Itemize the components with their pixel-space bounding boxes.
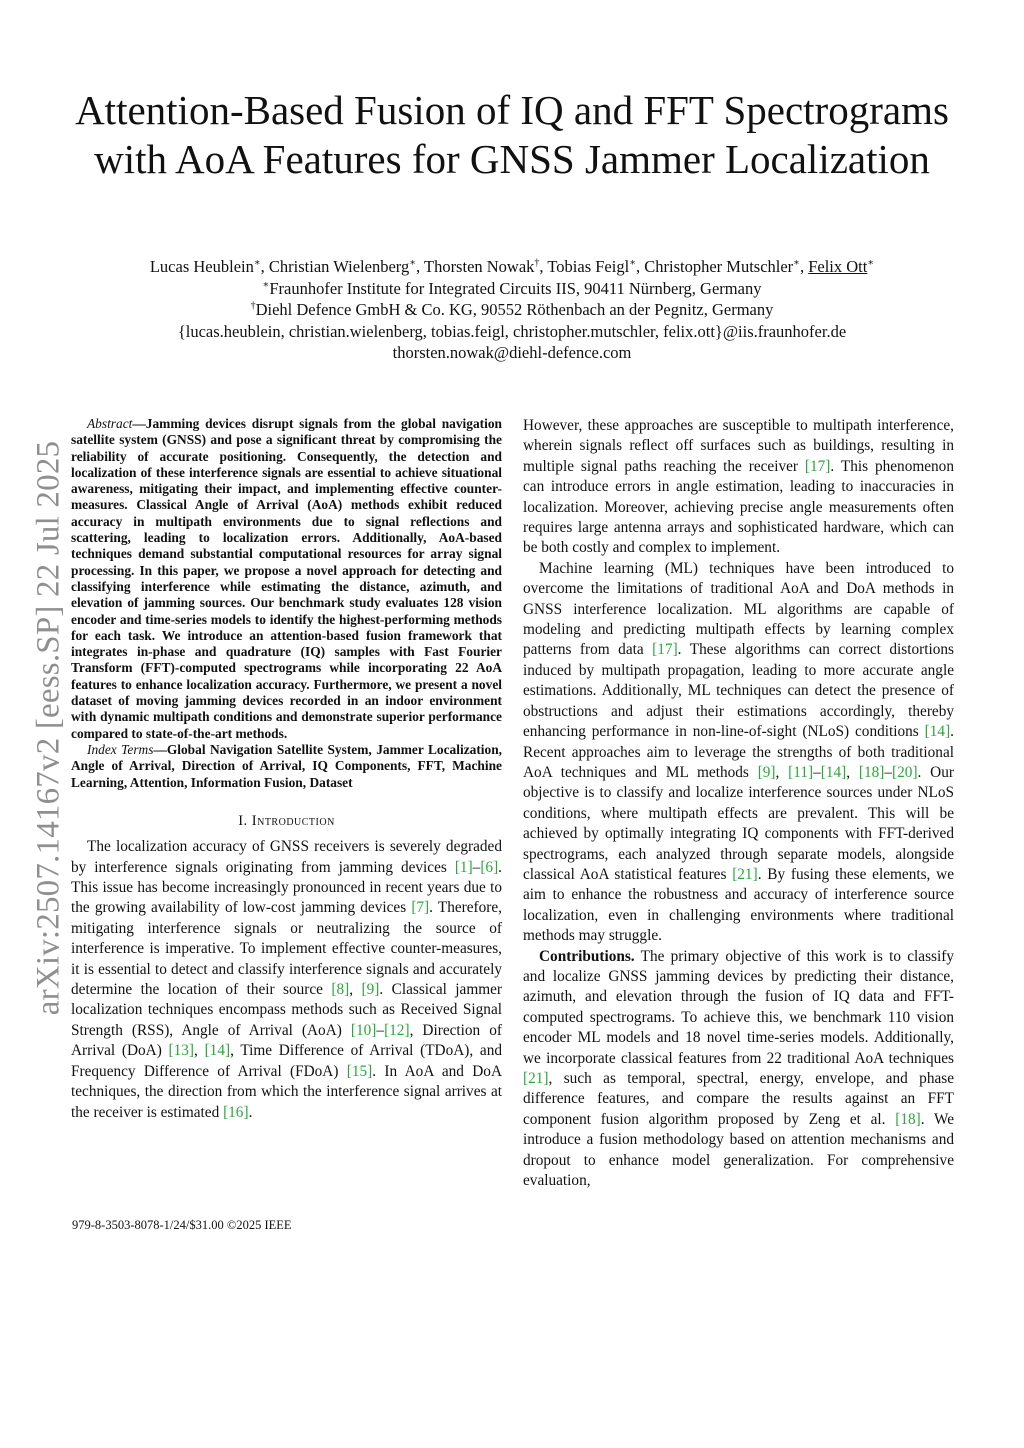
abstract bbox=[71, 416, 502, 742]
text-run: . We introduce a fusion methodology based on attention mechanisms and dropout to enhance model generalization. For comprehensive evaluation, bbox=[523, 1110, 954, 1190]
citation-link[interactable]: [8] bbox=[331, 981, 350, 999]
text-run: – bbox=[376, 1021, 385, 1039]
affil-mark: ∗ bbox=[409, 257, 417, 269]
index-terms-label: Index Terms bbox=[87, 741, 154, 757]
text-run: , bbox=[775, 763, 789, 781]
citation-link[interactable]: [7] bbox=[411, 899, 430, 917]
text-run: – bbox=[813, 763, 821, 781]
text-run: – bbox=[472, 858, 481, 876]
text-run: , Direction of Arrival (DoA) bbox=[71, 1021, 502, 1060]
arxiv-sidebar bbox=[30, 418, 67, 1038]
author-list bbox=[20, 256, 1004, 278]
text-run: . These algorithms can correct distortions induced by multipath propagation, leading to more accurate angle estimations. Additionally, ML techniques can detect the presence of obstructions and adjust their estimations accordingly, thereby enhancing performance in non-line-of-sight (NLoS) conditions bbox=[523, 641, 954, 741]
citation-link[interactable]: [14] bbox=[820, 763, 847, 781]
citation-link[interactable]: [9] bbox=[757, 763, 776, 781]
citation-link[interactable]: [13] bbox=[168, 1042, 195, 1060]
text-run: The localization accuracy of GNSS receivers is severely degraded by interference signals originating from jamming devices bbox=[71, 838, 502, 876]
citation-link[interactable]: [17] bbox=[652, 641, 678, 659]
text-run: . By fusing these elements, we aim to enhance the robustness and accuracy of interference source localization, even in challenging environments where traditional methods may struggle. bbox=[523, 865, 954, 945]
citation-link[interactable]: [14] bbox=[924, 723, 951, 741]
author-link-felix-ott[interactable]: Felix Ott bbox=[808, 257, 868, 276]
contributions-label: Contributions. bbox=[539, 947, 635, 965]
separator: , bbox=[416, 257, 424, 276]
left-column bbox=[71, 416, 502, 1123]
affil-mark: ∗ bbox=[262, 279, 270, 290]
affil-mark: ∗ bbox=[793, 257, 800, 269]
affil-mark: ∗ bbox=[253, 257, 261, 269]
text-run: , bbox=[349, 981, 362, 999]
text-run: . Classical jammer localization techniques encompass methods such as Received Signal Strength (RSS), Angle of Arrival (AoA) bbox=[71, 981, 503, 1039]
citation-link[interactable]: [11] bbox=[788, 763, 814, 781]
separator: , bbox=[260, 257, 269, 276]
affiliation-text: Fraunhofer Institute for Integrated Circuits IIS, 90411 Nürnberg, Germany bbox=[269, 278, 762, 298]
author-block bbox=[20, 256, 1004, 364]
abstract-text: —Jamming devices disrupt signals from the global navigation satellite system (GNSS) and pose a significant threat by compromising the reliability of accurate positioning. Consequently, the detection and localization of these interference signals are essential to achieve situational awareness, mitigating their impact, and implementing effective counter-measures. Classical Angle of Arrival (AoA) methods exhibit reduced accuracy in multipath environments due to signal reflections and scattering, leading to localization errors. Additionally, AoA-based techniques demand substantial computational resources for array signal processing. In this paper, we propose a novel approach for detecting and classifying interference while estimating the distance, azimuth, and elevation of jamming sources. Our benchmark study evaluates 128 vision encoder and time-series models to identify the highest-performing methods for each task. We introduce an attention-based fusion framework that integrates in-phase and quadrature (IQ) samples with Fast Fourier Transform (FFT)-computed spectrograms while incorporating 22 AoA features to enhance localization accuracy. Furthermore, we present a novel dataset of moving jamming devices recorded in an indoor environment with dynamic multipath conditions and demonstrate superior performance compared to state-of-the-art methods. bbox=[71, 416, 502, 741]
copyright-footer: 979-8-3503-8078-1/24/$31.00 ©2025 IEEE bbox=[72, 1218, 292, 1232]
abstract-label: Abstract bbox=[87, 416, 133, 431]
index-terms-text: —Global Navigation Satellite System, Jammer Localization, Angle of Arrival, Direction of Arrival, IQ Components, FFT, Machine Learning, Attention, Information Fusion, Dataset bbox=[71, 741, 503, 790]
separator: , bbox=[635, 257, 645, 276]
author-name: Thorsten Nowak bbox=[423, 257, 535, 276]
contributions-paragraph bbox=[523, 947, 954, 1192]
text-run: , such as temporal, spectral, energy, envelope, and phase difference features, and compare the results against an FFT component fusion algorithm proposed by Zeng et al. bbox=[523, 1070, 954, 1128]
citation-link[interactable]: [6] bbox=[480, 858, 499, 876]
author-name: Christian Wielenberg bbox=[268, 257, 410, 276]
body-paragraph bbox=[523, 559, 954, 947]
text-run: . Therefore, mitigating interference signals or neutralizing the source of interference is imperative. To implement effective counter-measures, it is essential to detect and classify interference signals and accurately determine the location of their source bbox=[71, 899, 502, 999]
affiliation-1 bbox=[20, 278, 1004, 300]
citation-link[interactable]: [14] bbox=[204, 1042, 231, 1060]
intro-paragraph bbox=[71, 837, 502, 1123]
citation-link[interactable]: [12] bbox=[384, 1021, 410, 1039]
paper-title: Attention-Based Fusion of IQ and FFT Spectrograms with AoA Features for GNSS Jammer Localization bbox=[75, 87, 949, 182]
email-line-2: thorsten.nowak@diehl-defence.com bbox=[392, 343, 632, 362]
text-run: . Our objective is to classify and localize interference sources under NLoS conditions, where multipath effects are prevalent. This will be achieved by optimally integrating IQ components with FFT-derived spectrograms, each analyzed through separate models, alongside classical AoA statistical features bbox=[523, 763, 954, 883]
citation-link[interactable]: [1] bbox=[454, 858, 473, 876]
text-run: . This phenomenon can introduce errors in angle estimation, leading to inaccuracies in localization. Moreover, achieving precise angle measurements often requires large antenna arrays and sophisticated hardware, which can be both costly and complex to implement. bbox=[523, 457, 954, 557]
separator: , bbox=[799, 257, 809, 276]
citation-link[interactable]: [21] bbox=[523, 1070, 549, 1087]
affil-mark: † bbox=[250, 300, 256, 312]
citation-link[interactable]: [18] bbox=[858, 763, 885, 781]
text-run: , Time Difference of Arrival (TDoA), and Frequency Difference of Arrival (FDoA) bbox=[71, 1042, 502, 1080]
citation-link[interactable]: [16] bbox=[223, 1103, 249, 1121]
text-run: . This issue has become increasingly pronounced in recent years due to the growing availability of low-cost jamming devices bbox=[71, 858, 502, 917]
citation-link[interactable]: [10] bbox=[350, 1021, 377, 1039]
body-paragraph bbox=[523, 416, 954, 559]
text-run: Machine learning (ML) techniques have been introduced to overcome the limitations of traditional AoA and DoA methods in GNSS interference localization. ML algorithms are capable of modeling and predicting multipath effects by learning complex patterns from data bbox=[523, 559, 954, 659]
affil-mark: ∗ bbox=[629, 257, 636, 269]
citation-link[interactable]: [15] bbox=[346, 1062, 373, 1080]
text-run: . Recent approaches aim to leverage the strengths of both traditional AoA techniques and ML methods bbox=[523, 723, 954, 781]
citation-link[interactable]: [20] bbox=[892, 763, 918, 781]
section-heading: I. Introduction bbox=[238, 812, 335, 829]
author-name: Tobias Feigl bbox=[547, 257, 630, 276]
author-name: Christopher Mutschler bbox=[644, 257, 794, 276]
affil-mark: ∗ bbox=[867, 257, 875, 269]
text-run: – bbox=[884, 763, 893, 781]
email-line-1: {lucas.heublein, christian.wielenberg, tobias.feigl, christopher.mutschler, felix.ott}@iis.fraunhofer.de bbox=[177, 321, 847, 341]
text-run: . bbox=[248, 1103, 253, 1121]
text-run: . In AoA and DoA techniques, the direction from which the interference signal arrives at the receiver is estimated bbox=[71, 1062, 502, 1121]
citation-link[interactable]: [9] bbox=[361, 981, 380, 999]
author-name: Lucas Heublein bbox=[149, 257, 254, 276]
arxiv-identifier: arXiv:2507.14167v2 [eess.SP] 22 Jul 2025 bbox=[30, 440, 67, 1016]
text-run: The primary objective of this work is to classify and localize GNSS jamming devices by predicting their distance, azimuth, and elevation through the fusion of IQ data and FFT-computed spectrograms. To achieve this, we benchmark 110 vision encoder ML models and 18 novel time-series models. Additionally, we incorporate classical features from 22 traditional AoA techniques bbox=[523, 947, 954, 1067]
citation-link[interactable]: [18] bbox=[895, 1110, 921, 1128]
affiliation-2 bbox=[20, 299, 1004, 321]
text-run: , bbox=[846, 763, 859, 781]
separator: , bbox=[539, 257, 548, 276]
right-column bbox=[523, 416, 954, 1191]
affil-mark: † bbox=[534, 257, 540, 269]
index-terms bbox=[71, 742, 502, 791]
citation-link[interactable]: [17] bbox=[804, 457, 831, 475]
citation-link[interactable]: [21] bbox=[732, 865, 758, 883]
text-run: , bbox=[194, 1042, 205, 1060]
text-run: However, these approaches are susceptible to multipath interference, wherein signals reflect off surfaces such as buildings, resulting in multiple signal paths reaching the receiver bbox=[523, 417, 954, 475]
affiliation-text: Diehl Defence GmbH & Co. KG, 90552 Röthenbach an der Pegnitz, Germany bbox=[255, 300, 774, 319]
